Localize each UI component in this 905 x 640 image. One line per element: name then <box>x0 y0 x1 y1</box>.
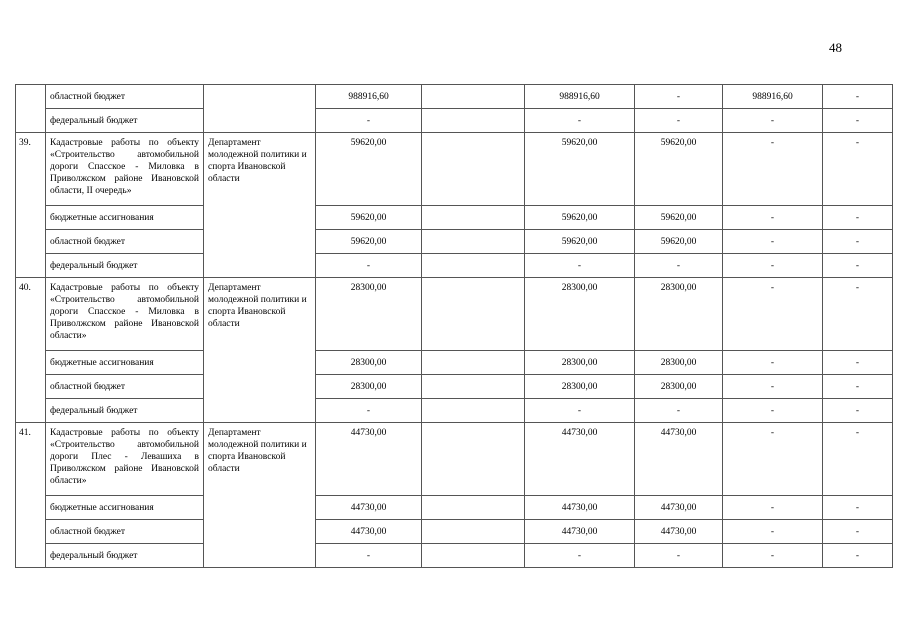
value-cell: - <box>635 254 723 278</box>
value-cell: 44730,00 <box>635 520 723 544</box>
value-cell: 59620,00 <box>635 133 723 206</box>
row-label: федеральный бюджет <box>46 254 204 278</box>
value-cell: 59620,00 <box>316 133 422 206</box>
value-cell <box>422 206 525 230</box>
item-description: Кадастровые работы по объекту «Строительство автомобильной дороги Спасское - Миловка в Приволжском районе Ивановской области, II очередь» <box>46 133 204 206</box>
row-label: федеральный бюджет <box>46 399 204 423</box>
value-cell: - <box>316 254 422 278</box>
value-cell: 44730,00 <box>316 423 422 496</box>
value-cell: - <box>823 496 893 520</box>
item-description: Кадастровые работы по объекту «Строительство автомобильной дороги Спасское - Миловка в Приволжском районе Ивановской области» <box>46 278 204 351</box>
value-cell: - <box>823 520 893 544</box>
value-cell: 59620,00 <box>635 230 723 254</box>
value-cell: - <box>723 520 823 544</box>
value-cell <box>422 423 525 496</box>
row-number-cell: 41. <box>16 423 46 568</box>
row-number-cell <box>16 85 46 133</box>
table-row <box>16 85 893 109</box>
value-cell: - <box>823 254 893 278</box>
value-cell: 44730,00 <box>525 496 635 520</box>
row-label: областной бюджет <box>46 375 204 399</box>
table-row <box>16 544 893 568</box>
table-row <box>16 520 893 544</box>
value-cell: - <box>635 85 723 109</box>
table-row <box>16 375 893 399</box>
value-cell: - <box>823 351 893 375</box>
table-row <box>16 423 893 496</box>
value-cell: - <box>823 278 893 351</box>
item-description: Кадастровые работы по объекту «Строительство автомобильной дороги Плес - Левашиха в Приволжском районе Ивановской области» <box>46 423 204 496</box>
value-cell: - <box>635 109 723 133</box>
value-cell: 28300,00 <box>635 375 723 399</box>
value-cell: - <box>723 544 823 568</box>
value-cell: - <box>823 230 893 254</box>
value-cell: 988916,60 <box>723 85 823 109</box>
value-cell: 59620,00 <box>525 230 635 254</box>
value-cell <box>422 520 525 544</box>
value-cell: - <box>723 206 823 230</box>
table-row <box>16 109 893 133</box>
value-cell <box>422 109 525 133</box>
value-cell: - <box>723 278 823 351</box>
table-row <box>16 399 893 423</box>
value-cell: 44730,00 <box>316 496 422 520</box>
row-number-cell: 39. <box>16 133 46 278</box>
value-cell: 44730,00 <box>635 496 723 520</box>
value-cell: - <box>823 85 893 109</box>
value-cell: - <box>316 544 422 568</box>
value-cell <box>422 254 525 278</box>
value-cell: - <box>723 230 823 254</box>
value-cell: - <box>723 496 823 520</box>
value-cell: - <box>823 206 893 230</box>
value-cell: - <box>316 399 422 423</box>
value-cell: - <box>723 254 823 278</box>
department-cell: Департамент молодежной политики и спорта Ивановской области <box>204 423 316 568</box>
value-cell: - <box>823 423 893 496</box>
value-cell: 44730,00 <box>316 520 422 544</box>
value-cell: 28300,00 <box>525 351 635 375</box>
value-cell: - <box>823 133 893 206</box>
row-label: областной бюджет <box>46 85 204 109</box>
value-cell: - <box>525 399 635 423</box>
value-cell: 28300,00 <box>316 351 422 375</box>
value-cell: 44730,00 <box>525 423 635 496</box>
value-cell: - <box>723 109 823 133</box>
value-cell <box>422 375 525 399</box>
value-cell: 59620,00 <box>635 206 723 230</box>
value-cell: - <box>823 544 893 568</box>
value-cell: - <box>723 399 823 423</box>
table-row <box>16 278 893 351</box>
table-row <box>16 254 893 278</box>
value-cell: 59620,00 <box>525 133 635 206</box>
page-number: 48 <box>829 40 842 55</box>
row-label: бюджетные ассигнования <box>46 351 204 375</box>
value-cell: - <box>525 544 635 568</box>
table-row <box>16 133 893 206</box>
value-cell <box>422 278 525 351</box>
table-row <box>16 230 893 254</box>
value-cell: 44730,00 <box>635 423 723 496</box>
department-cell: Департамент молодежной политики и спорта Ивановской области <box>204 278 316 423</box>
row-label: бюджетные ассигнования <box>46 496 204 520</box>
value-cell <box>422 85 525 109</box>
value-cell: 28300,00 <box>316 278 422 351</box>
value-cell: 988916,60 <box>316 85 422 109</box>
value-cell: 28300,00 <box>316 375 422 399</box>
value-cell: 28300,00 <box>525 375 635 399</box>
row-label: федеральный бюджет <box>46 109 204 133</box>
value-cell <box>422 351 525 375</box>
value-cell: - <box>525 254 635 278</box>
row-label: областной бюджет <box>46 520 204 544</box>
value-cell: - <box>316 109 422 133</box>
department-cell: Департамент молодежной политики и спорта Ивановской области <box>204 133 316 278</box>
value-cell: 59620,00 <box>316 206 422 230</box>
table-row <box>16 206 893 230</box>
row-label: федеральный бюджет <box>46 544 204 568</box>
value-cell <box>422 230 525 254</box>
value-cell <box>422 544 525 568</box>
value-cell: - <box>635 544 723 568</box>
value-cell <box>422 133 525 206</box>
value-cell: 28300,00 <box>635 351 723 375</box>
row-label: бюджетные ассигнования <box>46 206 204 230</box>
value-cell <box>422 399 525 423</box>
department-cell <box>204 85 316 133</box>
budget-table <box>15 84 893 568</box>
value-cell: - <box>823 375 893 399</box>
row-number-cell: 40. <box>16 278 46 423</box>
table-row <box>16 496 893 520</box>
value-cell: 28300,00 <box>525 278 635 351</box>
table-row <box>16 351 893 375</box>
value-cell: - <box>723 423 823 496</box>
row-label: областной бюджет <box>46 230 204 254</box>
value-cell: - <box>525 109 635 133</box>
value-cell: 59620,00 <box>316 230 422 254</box>
value-cell: 44730,00 <box>525 520 635 544</box>
value-cell: 28300,00 <box>635 278 723 351</box>
value-cell: - <box>635 399 723 423</box>
value-cell: 59620,00 <box>525 206 635 230</box>
value-cell: - <box>723 133 823 206</box>
value-cell: - <box>723 351 823 375</box>
value-cell: - <box>823 399 893 423</box>
value-cell: - <box>723 375 823 399</box>
value-cell: - <box>823 109 893 133</box>
value-cell: 988916,60 <box>525 85 635 109</box>
value-cell <box>422 496 525 520</box>
